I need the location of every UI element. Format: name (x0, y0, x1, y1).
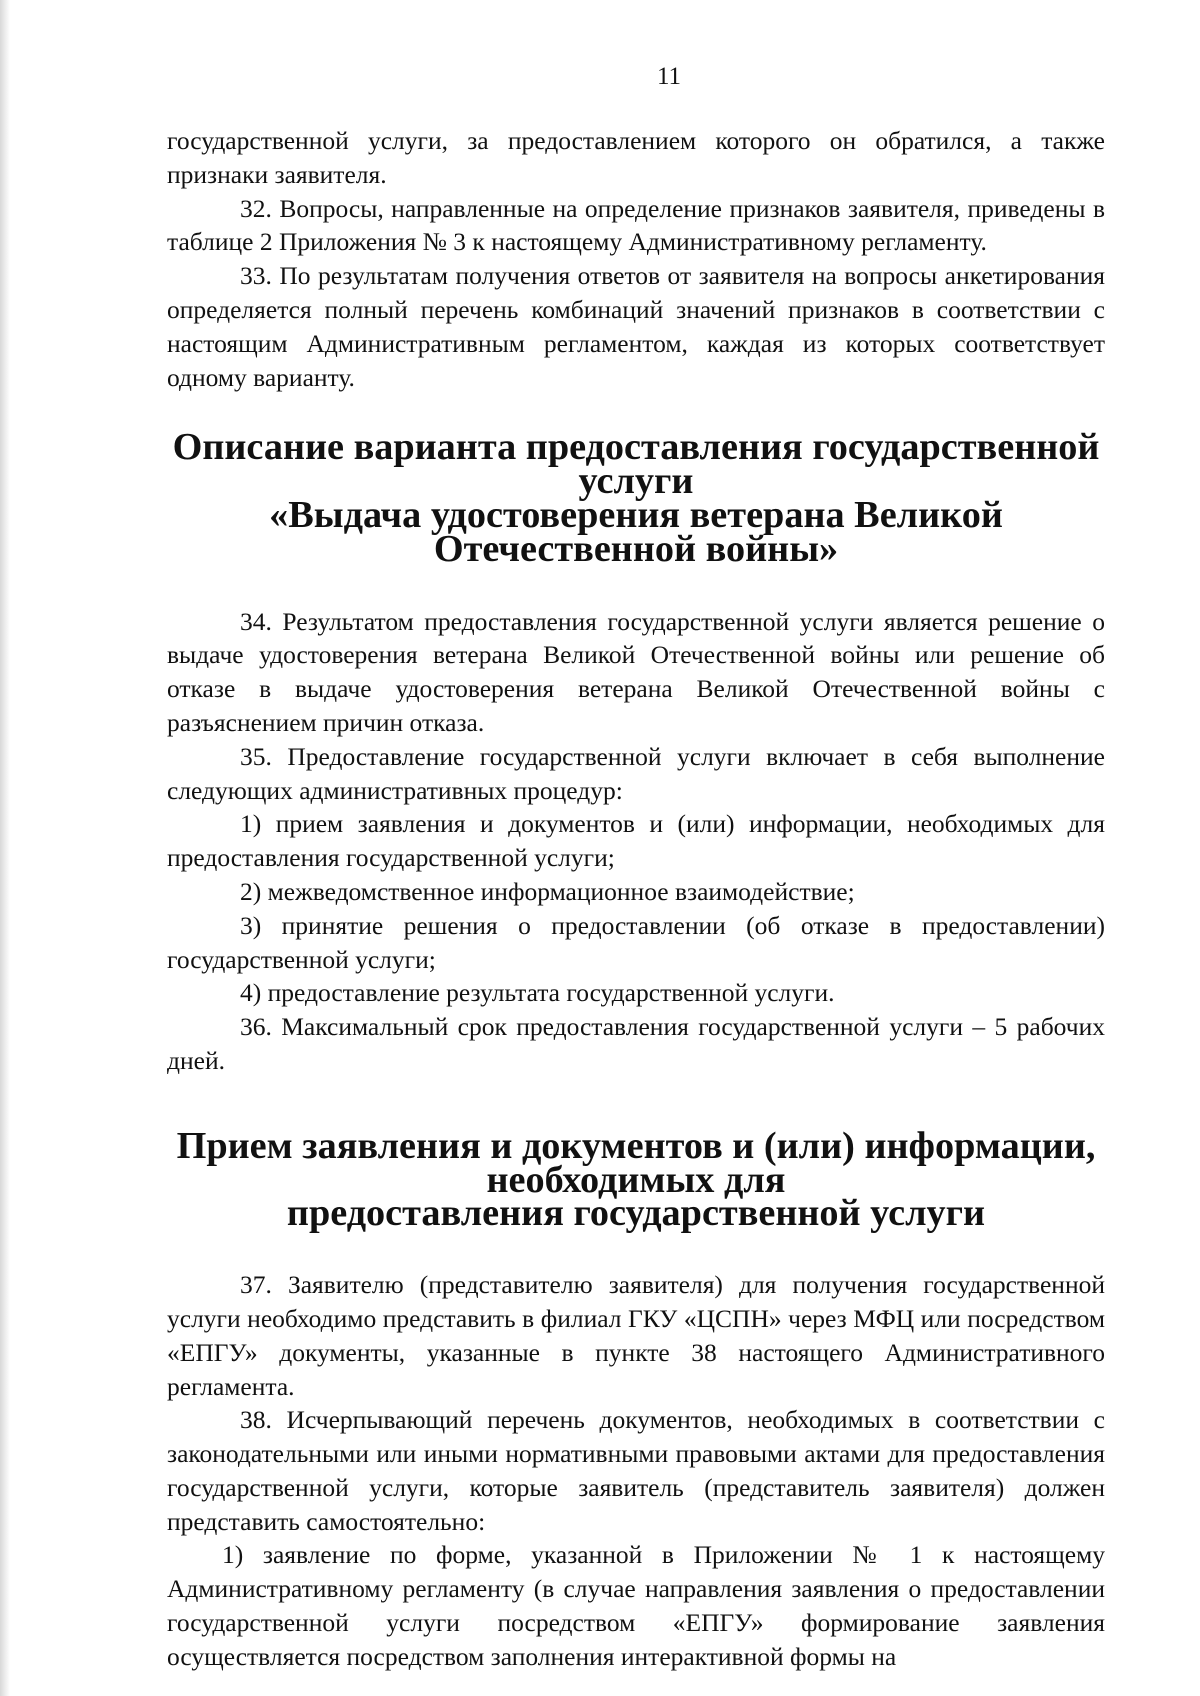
section-heading-variant-line-2: «Выдача удостоверения ветерана Великой Отечественной войны» (269, 493, 1003, 570)
list-item-1: 1) прием заявления и документов и (или) информации, необходимых для предоставления государственной услуги; (167, 809, 1105, 873)
list-item-2: 2) межведомственное информационное взаимодействие; (240, 876, 855, 906)
section-heading-variant-line-1: Описание варианта предоставления государственной услуги (172, 426, 1100, 503)
paragraph-37: 37. Заявителю (представителю заявителя) для получения государственной услуги необходимо представить в филиал ГКУ «ЦСПН» через МФЦ или посредством «ЕПГУ» документы, указанные в пункте 38 настоящего Административного регламента. (167, 1270, 1105, 1401)
paragraph-34: 34. Результатом предоставления государственной услуги является решение о выдаче удостоверения ветерана Великой Отечественной войны или решение об отказе в выдаче удостоверения ветерана Великой Отечественной войны с разъяснением причин отказа. (167, 606, 1105, 737)
paragraph-35: 35. Предоставление государственной услуги включает в себя выполнение следующих административных процедур: (167, 741, 1105, 805)
list-item-3: 3) принятие решения о предоставлении (об отказе в предоставлении) государственной услуги; (167, 910, 1105, 974)
document-body (167, 124, 1105, 1674)
list-item-documents-1: 1) заявление по форме, указанной в Приложении № 1 к настоящему Административному регламенту (в случае направления заявления о предоставлении государственной услуги посредством «ЕПГУ» формирование заявления осуществляется посредством заполнения интерактивной формы на (167, 1540, 1105, 1671)
paragraph-33: 33. По результатам получения ответов от заявителя на вопросы анкетирования определяется полный перечень комбинаций значений признаков в соответствии с настоящим Административным регламентом, каждая из которых соответствует одному варианту. (167, 261, 1105, 392)
page-number: 11 (656, 63, 682, 90)
paragraph-38: 38. Исчерпывающий перечень документов, необходимых в соответствии с законодательными или иными нормативными правовыми актами для предоставления государственной услуги, которые заявитель (представитель заявителя) должен представить самостоятельно: (167, 1405, 1105, 1536)
list-item-4: 4) предоставление результата государственной услуги. (240, 978, 835, 1008)
paragraph-continuation: государственной услуги, за предоставлением которого он обратился, а также признаки заявителя. (167, 126, 1105, 189)
section-heading-variant (167, 426, 1105, 570)
paragraph-32: 32. Вопросы, направленные на определение признаков заявителя, приведены в таблице 2 Приложения № 3 к настоящему Административному регламенту. (167, 193, 1105, 257)
section-heading-application-line-1: Прием заявления и документов и (или) информации, необходимых для (176, 1124, 1096, 1201)
paragraph-36: 36. Максимальный срок предоставления государственной услуги – 5 рабочих дней. (167, 1012, 1105, 1075)
section-heading-application (167, 1124, 1105, 1235)
section-heading-application-line-2: предоставления государственной услуги (286, 1192, 986, 1235)
scan-edge-shadow (0, 0, 10, 1696)
